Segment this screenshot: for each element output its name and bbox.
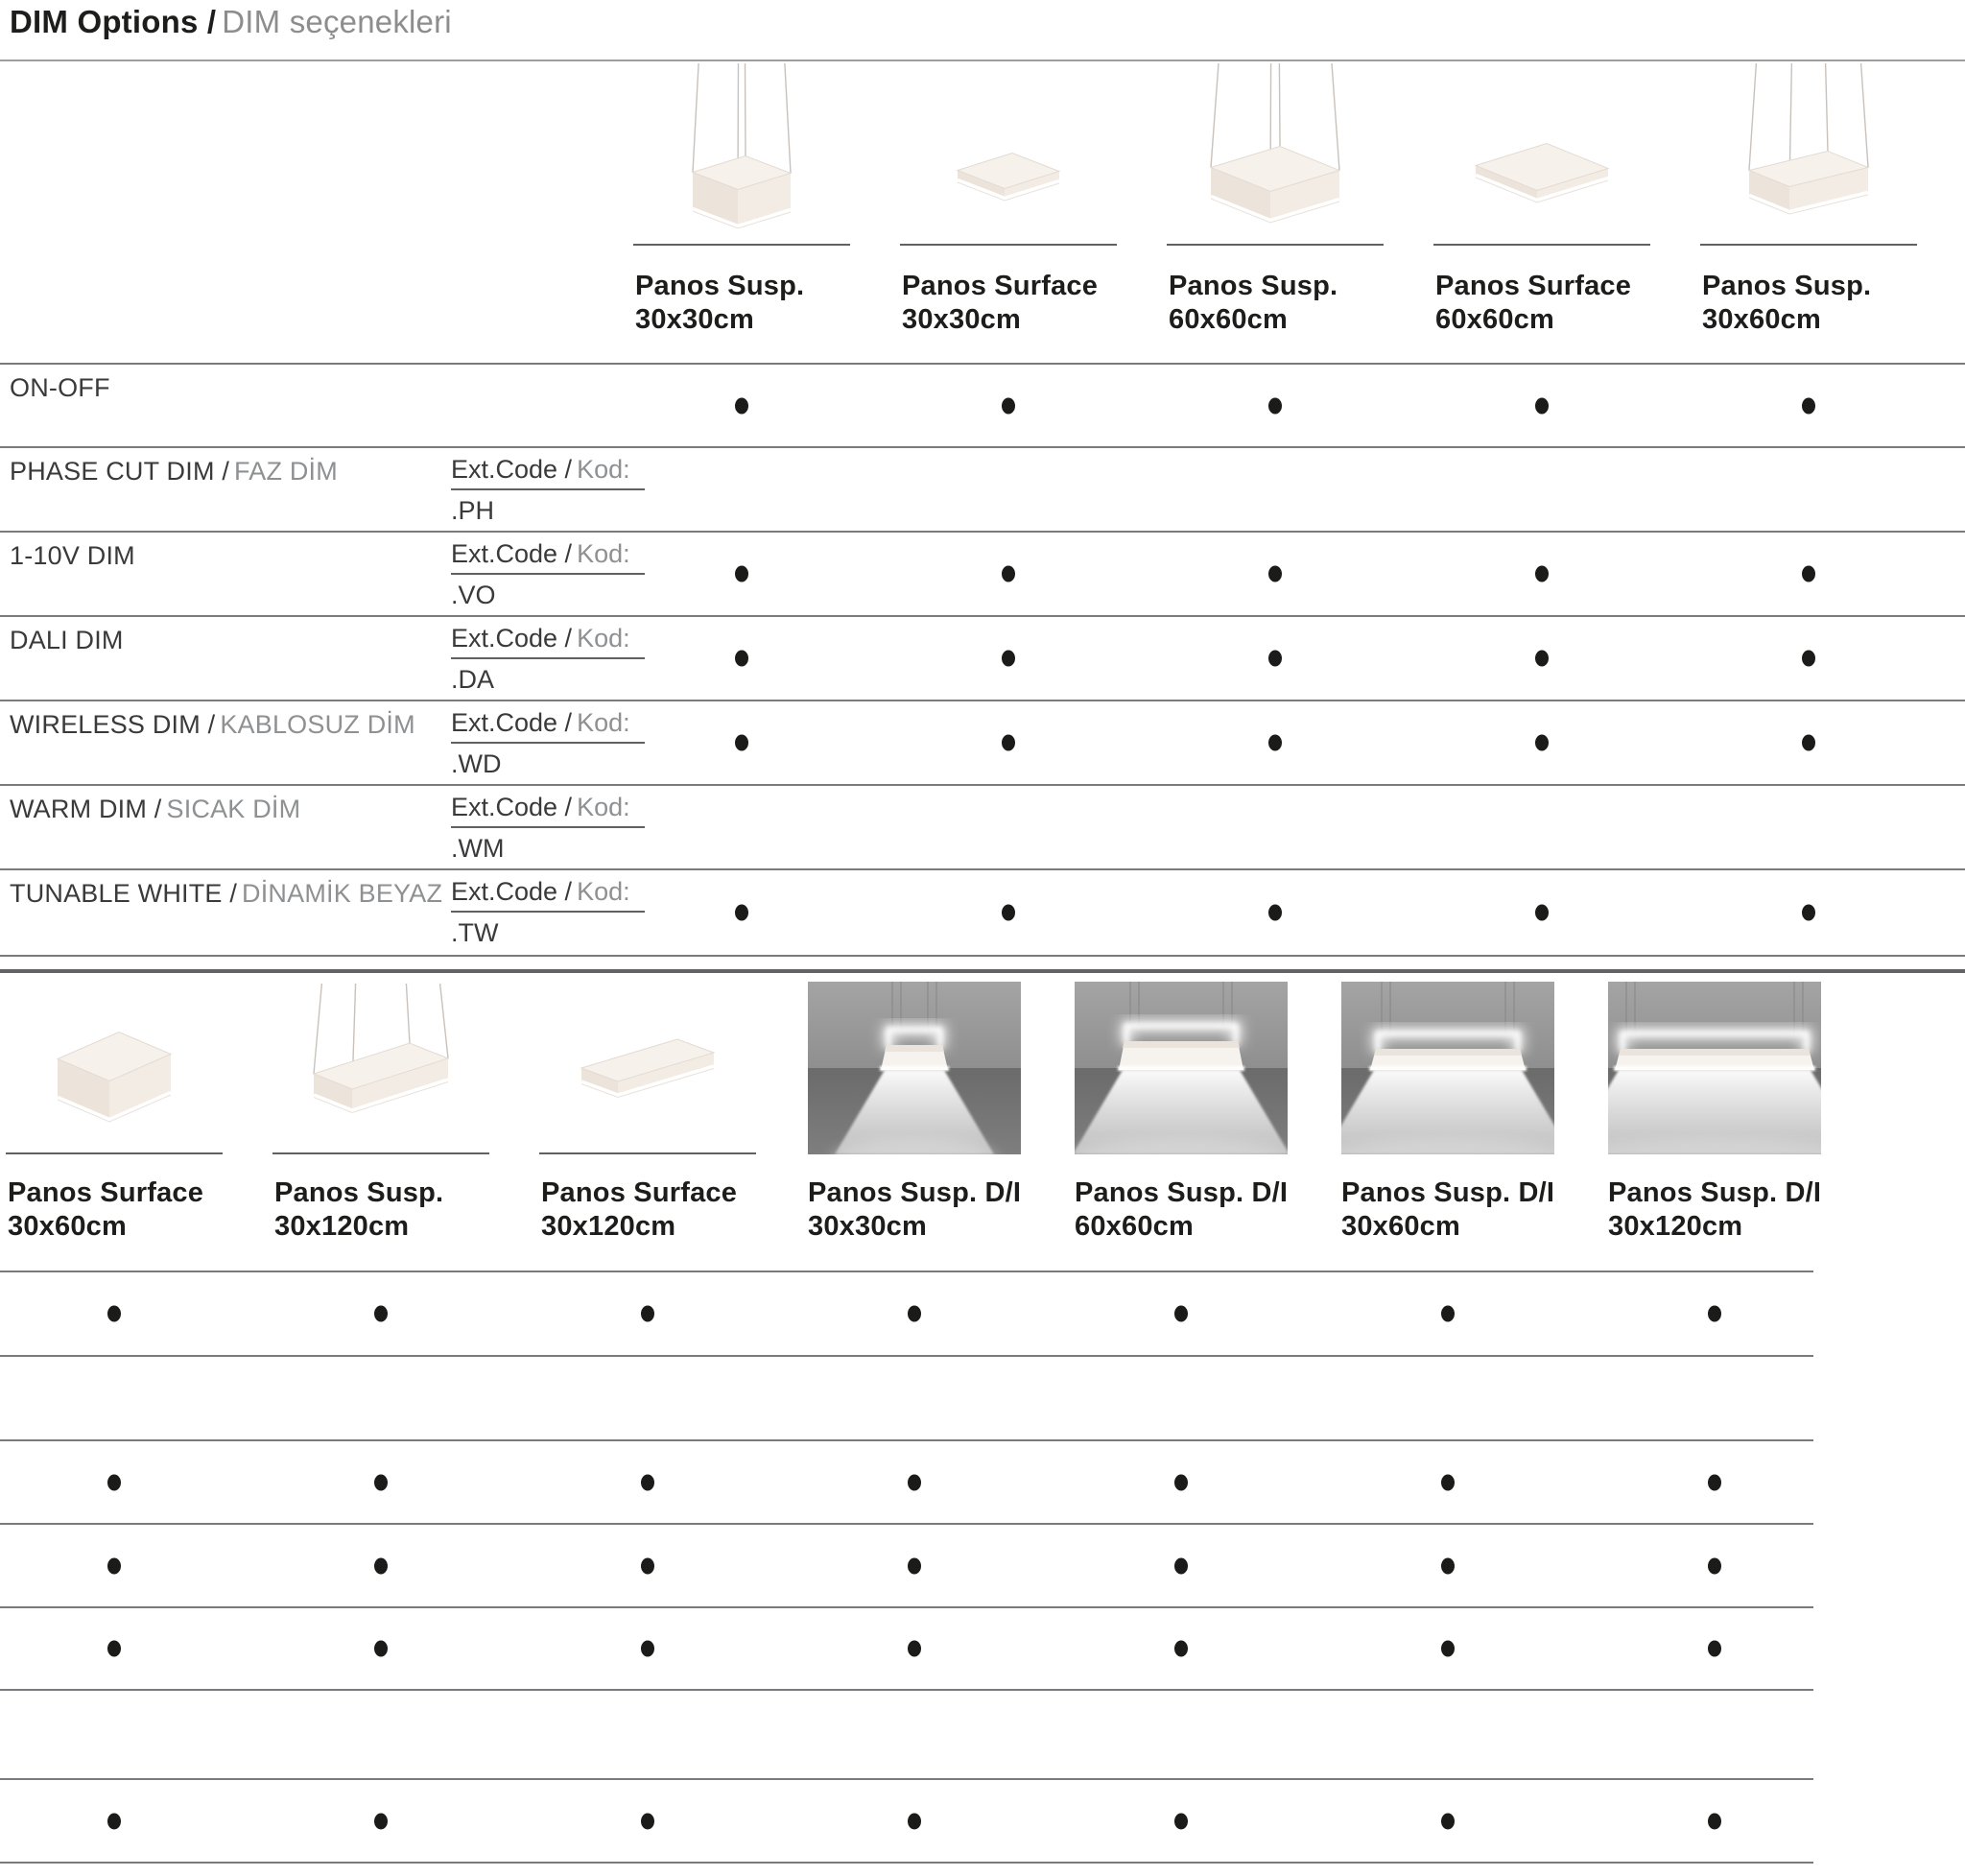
- availability-dot: [1802, 651, 1815, 667]
- product-image-panos-surface-30x120: [539, 982, 756, 1154]
- product-size: 60x60cm: [1075, 1211, 1194, 1242]
- column-header: [1167, 270, 1384, 337]
- availability-dot: [1535, 735, 1549, 751]
- availability-dot: [641, 1641, 654, 1657]
- availability-dot: [1268, 905, 1282, 921]
- table-row-on-off: [0, 1270, 1813, 1355]
- product-name: Panos Susp. D/I: [1608, 1177, 1822, 1208]
- ext-code-block: Ext.Code / Kod: .VO: [451, 539, 645, 610]
- product-name: Panos Surface: [902, 271, 1099, 301]
- column-header: [900, 270, 1117, 337]
- availability-dot: [1268, 651, 1282, 667]
- availability-dot: [1002, 566, 1015, 582]
- ext-code-block: Ext.Code / Kod: .TW: [451, 877, 645, 948]
- product-column-top-4: [1433, 61, 1650, 337]
- table-row-1-10v-dim: [0, 531, 1965, 615]
- availability-dots: [0, 448, 1965, 531]
- ext-code-value: .WM: [451, 834, 505, 863]
- availability-dot: [1002, 651, 1015, 667]
- table-row-tunable-white: [0, 868, 1965, 955]
- availability-dot: [107, 1474, 121, 1490]
- availability-dot: [1441, 1474, 1455, 1490]
- availability-dot: [1441, 1641, 1455, 1657]
- availability-dots: [0, 533, 1965, 615]
- product-image-panos-susp-30x30: [633, 61, 850, 246]
- product-image-panos-susp-60x60: [1167, 61, 1384, 246]
- product-column-bottom-7: [1606, 982, 1823, 1244]
- availability-dot: [1174, 1474, 1188, 1490]
- availability-dot: [1002, 735, 1015, 751]
- availability-dot: [1441, 1306, 1455, 1322]
- ext-code-block: Ext.Code / Kod: .WM: [451, 793, 645, 864]
- product-name: Panos Susp.: [1702, 271, 1872, 301]
- availability-dots: [0, 1441, 1813, 1523]
- availability-dot: [1535, 905, 1549, 921]
- availability-dot: [1535, 566, 1549, 582]
- product-name: Panos Susp. D/I: [808, 1177, 1022, 1208]
- availability-dot: [908, 1306, 921, 1322]
- table-row-phase-cut-dim: [0, 1355, 1813, 1439]
- availability-dot: [1708, 1306, 1721, 1322]
- availability-dot: [1708, 1813, 1721, 1829]
- product-column-bottom-4: [806, 982, 1023, 1244]
- availability-dot: [908, 1557, 921, 1574]
- availability-dot: [1441, 1557, 1455, 1574]
- availability-dots: [0, 1691, 1813, 1778]
- availability-dot: [374, 1306, 388, 1322]
- ext-code-block: Ext.Code / Kod: .PH: [451, 455, 645, 526]
- column-header: [1433, 270, 1650, 337]
- product-name: Panos Susp. D/I: [1075, 1177, 1289, 1208]
- product-size: 30x30cm: [635, 304, 754, 335]
- availability-dot: [1802, 397, 1815, 414]
- availability-dots: [0, 365, 1965, 446]
- availability-dot: [908, 1474, 921, 1490]
- product-size: 30x60cm: [1341, 1211, 1460, 1242]
- product-column-top-5: [1700, 61, 1917, 337]
- product-size: 30x60cm: [1702, 304, 1821, 335]
- product-column-top-2: [900, 61, 1117, 337]
- product-photo-panos-susp-di-60x60: [1073, 982, 1290, 1154]
- page-title: [10, 4, 452, 40]
- availability-dot: [374, 1474, 388, 1490]
- availability-dot: [908, 1641, 921, 1657]
- product-name: Panos Susp.: [1169, 271, 1338, 301]
- availability-dot: [1174, 1557, 1188, 1574]
- dim-options-table-top: [0, 363, 1965, 957]
- availability-dots: [0, 786, 1965, 868]
- product-size: 30x30cm: [902, 304, 1021, 335]
- product-size: 30x30cm: [808, 1211, 927, 1242]
- product-size: 30x120cm: [1608, 1211, 1743, 1242]
- availability-dot: [1002, 397, 1015, 414]
- availability-dots: [0, 701, 1965, 784]
- product-size: 60x60cm: [1169, 304, 1288, 335]
- product-size: 30x120cm: [541, 1211, 676, 1242]
- availability-dot: [1802, 735, 1815, 751]
- ext-code-block: Ext.Code / Kod: .WD: [451, 708, 645, 779]
- page-title-en: DIM Options /: [10, 4, 217, 39]
- table-row-phase-cut-dim: [0, 446, 1965, 531]
- dim-options-table-bottom: [0, 1270, 1813, 1864]
- product-photo-panos-susp-di-30x60: [1339, 982, 1556, 1154]
- availability-dot: [641, 1557, 654, 1574]
- product-name: Panos Surface: [8, 1177, 204, 1208]
- product-column-bottom-2: [272, 982, 489, 1244]
- product-image-panos-surface-30x60: [6, 982, 223, 1154]
- availability-dot: [1802, 566, 1815, 582]
- availability-dot: [1174, 1641, 1188, 1657]
- column-header: [1606, 1176, 1823, 1244]
- availability-dot: [107, 1557, 121, 1574]
- product-name: Panos Surface: [1435, 271, 1632, 301]
- ext-code-value: .PH: [451, 496, 495, 525]
- availability-dot: [641, 1813, 654, 1829]
- product-photo-panos-susp-di-30x30: [806, 982, 1023, 1154]
- availability-dot: [1268, 735, 1282, 751]
- availability-dot: [374, 1641, 388, 1657]
- availability-dots: [0, 1608, 1813, 1689]
- availability-dot: [735, 651, 748, 667]
- product-column-bottom-1: [6, 982, 223, 1244]
- availability-dot: [374, 1557, 388, 1574]
- product-size: 60x60cm: [1435, 304, 1554, 335]
- product-column-top-1: [633, 61, 850, 337]
- table-row-warm-dim: [0, 784, 1965, 868]
- product-size: 30x120cm: [274, 1211, 410, 1242]
- availability-dot: [1535, 397, 1549, 414]
- column-header: [1700, 270, 1917, 337]
- product-name: Panos Susp.: [274, 1177, 444, 1208]
- column-header: [1073, 1176, 1290, 1244]
- product-column-bottom-3: [539, 982, 756, 1244]
- availability-dot: [1708, 1641, 1721, 1657]
- table-row-wireless-dim: [0, 700, 1965, 784]
- availability-dot: [1535, 651, 1549, 667]
- ext-code-value: .TW: [451, 918, 499, 947]
- table-row-on-off: [0, 363, 1965, 446]
- column-header: [272, 1176, 489, 1244]
- availability-dot: [374, 1813, 388, 1829]
- availability-dot: [908, 1813, 921, 1829]
- page-title-tr: DIM seçenekleri: [222, 4, 452, 39]
- column-header: [806, 1176, 1023, 1244]
- availability-dots: [0, 1272, 1813, 1355]
- table-row-tunable-white: [0, 1778, 1813, 1862]
- row-label: DALI DIM: [10, 626, 124, 654]
- availability-dot: [1174, 1813, 1188, 1829]
- table-row-wireless-dim: [0, 1606, 1813, 1689]
- product-image-panos-surface-60x60: [1433, 61, 1650, 246]
- product-name: Panos Surface: [541, 1177, 738, 1208]
- ext-code-value: .WD: [451, 749, 502, 778]
- availability-dot: [1708, 1474, 1721, 1490]
- product-column-bottom-6: [1339, 982, 1556, 1244]
- availability-dot: [735, 905, 748, 921]
- availability-dot: [107, 1306, 121, 1322]
- availability-dots: [0, 870, 1965, 955]
- column-header: [6, 1176, 223, 1244]
- ext-code-value: .DA: [451, 665, 495, 694]
- row-label: TUNABLE WHITE / DİNAMİK BEYAZ: [10, 879, 443, 908]
- product-image-panos-surface-30x30: [900, 61, 1117, 246]
- availability-dot: [1174, 1306, 1188, 1322]
- availability-dot: [1802, 905, 1815, 921]
- availability-dot: [1268, 397, 1282, 414]
- availability-dot: [107, 1641, 121, 1657]
- product-size: 30x60cm: [8, 1211, 127, 1242]
- table-row-dali-dim: [0, 1523, 1813, 1606]
- availability-dots: [0, 1357, 1813, 1439]
- column-header: [633, 270, 850, 337]
- availability-dots: [0, 1525, 1813, 1606]
- table-row-dali-dim: [0, 615, 1965, 700]
- product-name: Panos Susp.: [635, 271, 805, 301]
- ext-code-value: .VO: [451, 581, 496, 609]
- row-label: 1-10V DIM: [10, 541, 135, 570]
- product-photo-panos-susp-di-30x120: [1606, 982, 1823, 1154]
- availability-dot: [107, 1813, 121, 1829]
- availability-dot: [641, 1306, 654, 1322]
- table-row-1-10v-dim: [0, 1439, 1813, 1523]
- availability-dot: [1268, 566, 1282, 582]
- availability-dots: [0, 1780, 1813, 1862]
- product-column-bottom-5: [1073, 982, 1290, 1244]
- table-row-warm-dim: [0, 1689, 1813, 1778]
- availability-dot: [1708, 1557, 1721, 1574]
- product-column-top-3: [1167, 61, 1384, 337]
- availability-dot: [735, 735, 748, 751]
- row-label: WIRELESS DIM / KABLOSUZ DİM: [10, 710, 415, 739]
- availability-dot: [1002, 905, 1015, 921]
- availability-dot: [641, 1474, 654, 1490]
- row-label: ON-OFF: [10, 373, 110, 402]
- section-divider: [0, 969, 1965, 973]
- product-image-panos-susp-30x60: [1700, 61, 1917, 246]
- availability-dot: [735, 566, 748, 582]
- availability-dot: [735, 397, 748, 414]
- ext-code-block: Ext.Code / Kod: .DA: [451, 624, 645, 695]
- row-label: WARM DIM / SICAK DİM: [10, 795, 301, 823]
- column-header: [1339, 1176, 1556, 1244]
- availability-dot: [1441, 1813, 1455, 1829]
- product-name: Panos Susp. D/I: [1341, 1177, 1555, 1208]
- row-label: PHASE CUT DIM / FAZ DİM: [10, 457, 338, 486]
- product-image-panos-susp-30x120: [272, 982, 489, 1154]
- availability-dots: [0, 617, 1965, 700]
- column-header: [539, 1176, 756, 1244]
